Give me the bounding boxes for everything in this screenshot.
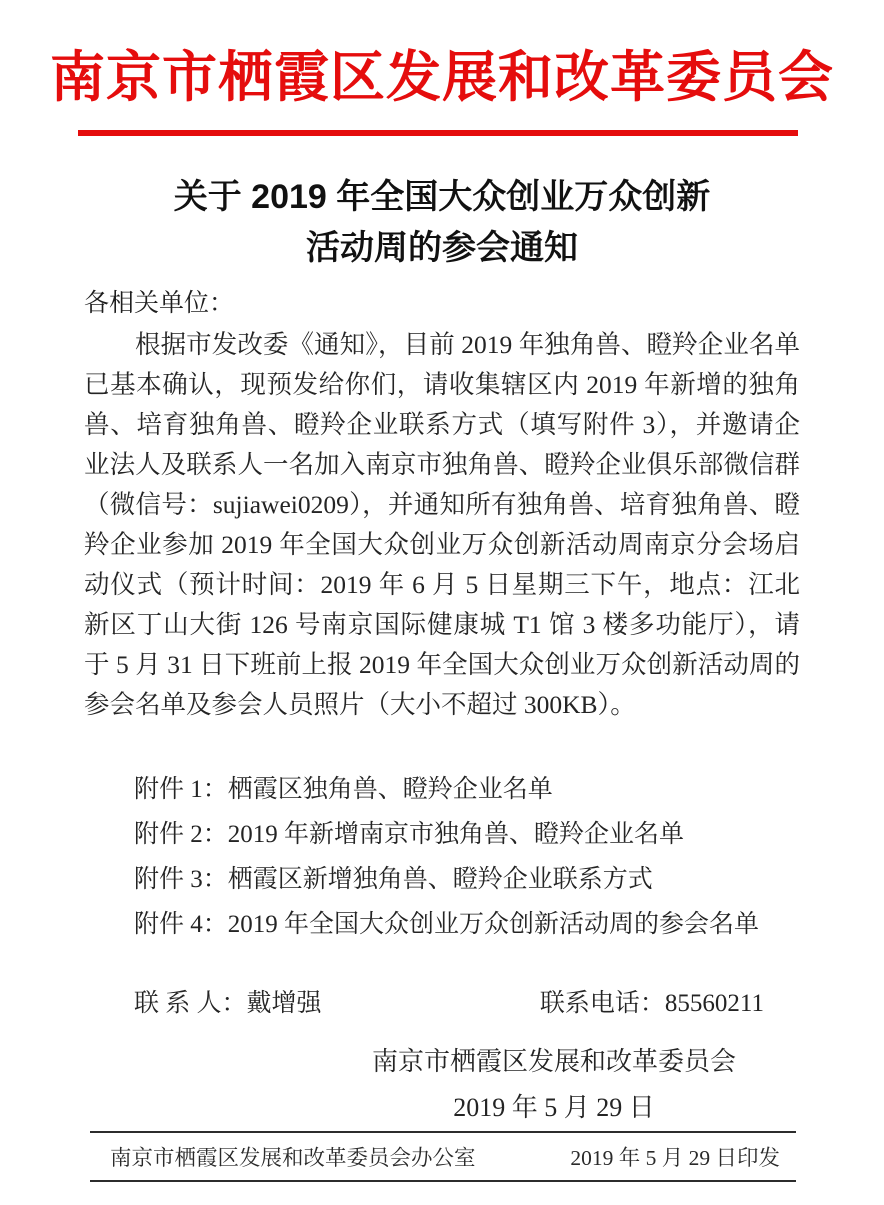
- colophon-print-date: 2019 年 5 月 29 日印发: [570, 1145, 780, 1170]
- notice-body-paragraph: 根据市发改委《通知》，目前 2019 年独角兽、瞪羚企业名单已基本确认，现预发给你们，请收集辖区内 2019 年新增的独角兽、培育独角兽、瞪羚企业联系方式（填写附件 3），并邀请企业法人及联系人一名加入南京市独角兽、瞪羚企业俱乐部微信群（微信号：sujiawei0209），并通知所有独角兽、培育独角兽、瞪羚企业参加 2019 年全国大众创业万众创新活动周南京分会场启动仪式（预计时间：2019 年 6 月 5 日星期三下午，地点：江北新区丁山大街 126 号南京国际健康城 T1 馆 3 楼多功能厅），请于 5 月 31 日下班前上报 2019 年全国大众创业万众创新活动周的参会名单及参会人员照片（大小不超过 300KB）。: [84, 329, 800, 719]
- contact-phone-label: 联系电话：: [539, 989, 665, 1017]
- attachment-item-3: 附件 3：栖霞区新增独角兽、瞪羚企业联系方式: [134, 865, 653, 893]
- attachment-item-2: 附件 2：2019 年新增南京市独角兽、瞪羚企业名单: [134, 820, 685, 848]
- notice-title-line2: 活动周的参会通知: [306, 228, 578, 267]
- signature-block: [372, 1039, 736, 1131]
- notice-content: [84, 136, 800, 1131]
- signature-issuer: 南京市栖霞区发展和改革委员会: [371, 1046, 736, 1076]
- colophon-office: 南京市栖霞区发展和改革委员会办公室: [110, 1145, 476, 1170]
- attachment-item-1: 附件 1：栖霞区独角兽、瞪羚企业名单: [134, 775, 553, 803]
- contact-person-name: 戴增强: [246, 989, 322, 1017]
- letterhead-agency-title: 南京市栖霞区发展和改革委员会: [49, 47, 834, 108]
- contact-phone: [540, 987, 764, 1021]
- colophon: [90, 1131, 796, 1182]
- attachment-list: [84, 767, 800, 947]
- signature-date: 2019 年 5 月 29 日: [453, 1092, 655, 1122]
- notice-title-line1: 关于 2019 年全国大众创业万众创新: [173, 177, 711, 216]
- salutation: 各相关单位：: [84, 289, 235, 317]
- attachment-item-4: 附件 4：2019 年全国大众创业万众创新活动周的参会名单: [134, 910, 760, 938]
- contact-person-label: 联 系 人：: [134, 989, 247, 1017]
- contact-phone-number: 85560211: [664, 989, 764, 1017]
- letterhead: [0, 0, 884, 136]
- contact-person: [134, 987, 322, 1021]
- contact-row: [84, 987, 800, 1021]
- notice-title: [84, 172, 800, 274]
